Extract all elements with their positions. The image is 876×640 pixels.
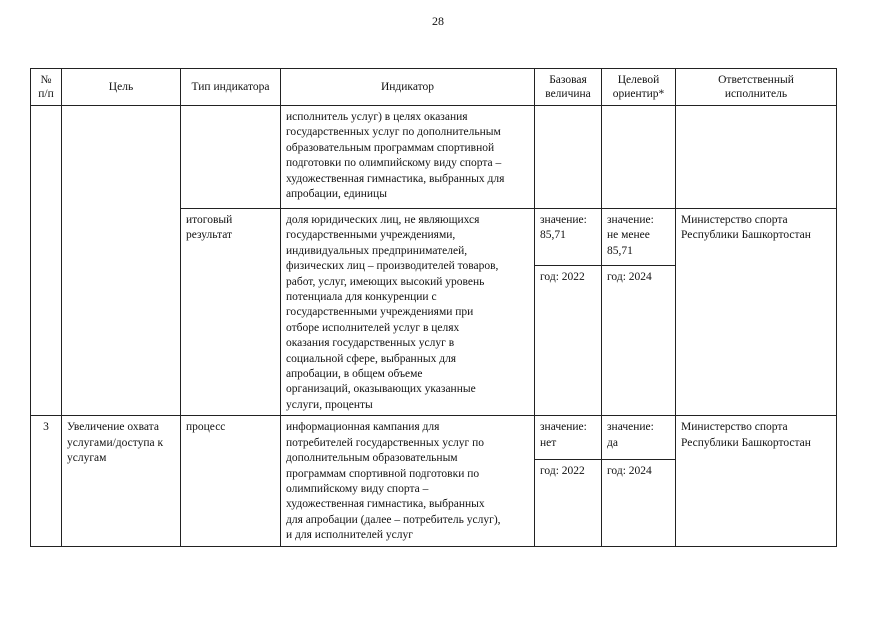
header-responsible: Ответственный исполнитель [676, 69, 837, 106]
cell-responsible-goal-3: Министерство спорта Республики Башкортостан [676, 416, 837, 546]
cell-target-year-result: год: 2024 [602, 265, 676, 415]
cell-base-value-continued [535, 106, 602, 209]
header-target: Целевой ориентир* [602, 69, 676, 106]
table-header-row [31, 69, 837, 106]
cell-num-goal-3: 3 [31, 416, 62, 546]
cell-indicator-type-continued [181, 106, 281, 209]
cell-target-goal-3: значение: да [602, 416, 676, 460]
cell-responsible-continued [676, 106, 837, 209]
indicators-table [30, 68, 837, 547]
cell-num-continued [31, 106, 62, 416]
cell-target-result: значение: не менее 85,71 [602, 209, 676, 266]
cell-indicator-goal-3: информационная кампания для потребителей государственных услуг по дополнительным образовательным программам спортивной подготовки по олимпийскому виду спорта – художественная гимнастика, выбранных для апробации (далее – потребитель услуг), и для исполнителей услуг [281, 416, 535, 546]
header-indicator-type: Тип индикатора [181, 69, 281, 106]
cell-target-continued [602, 106, 676, 209]
cell-base-year-result: год: 2022 [535, 265, 602, 415]
cell-indicator-result: доля юридических лиц, не являющихся государственными учреждениями, индивидуальных предпринимателей, физических лиц – производителей товаров, работ, услуг, имеющих высокий уровень потенциала для конкуренции с государственными учреждениями при отборе исполнителей услуг в целях оказания государственных услуг в социальной сфере, выбранных для апробации, в общем объеме организаций, оказывающих указанные услуги, проценты [281, 209, 535, 416]
table-row-goal-3 [31, 416, 837, 460]
cell-responsible-result: Министерство спорта Республики Башкортостан [676, 209, 837, 416]
cell-indicator-type-goal-3: процесс [181, 416, 281, 546]
cell-goal-continued [62, 106, 181, 416]
cell-base-year-goal-3: год: 2022 [535, 460, 602, 547]
cell-goal-goal-3: Увеличение охвата услугами/доступа к услугам [62, 416, 181, 546]
header-indicator: Индикатор [281, 69, 535, 106]
cell-indicator-type-result: итоговый результат [181, 209, 281, 416]
cell-base-value-result: значение: 85,71 [535, 209, 602, 266]
header-base-value: Базовая величина [535, 69, 602, 106]
cell-target-year-goal-3: год: 2024 [602, 460, 676, 547]
cell-base-value-goal-3: значение: нет [535, 416, 602, 460]
header-goal: Цель [62, 69, 181, 106]
header-num: № п/п [31, 69, 62, 106]
page-number: 28 [432, 14, 444, 28]
cell-indicator-continued: исполнитель услуг) в целях оказания государственных услуг по дополнительным образовательным программам спортивной подготовки по олимпийскому виду спорта – художественная гимнастика, выбранных для апробации, единицы [281, 106, 535, 209]
table-row-continuation [31, 106, 837, 209]
